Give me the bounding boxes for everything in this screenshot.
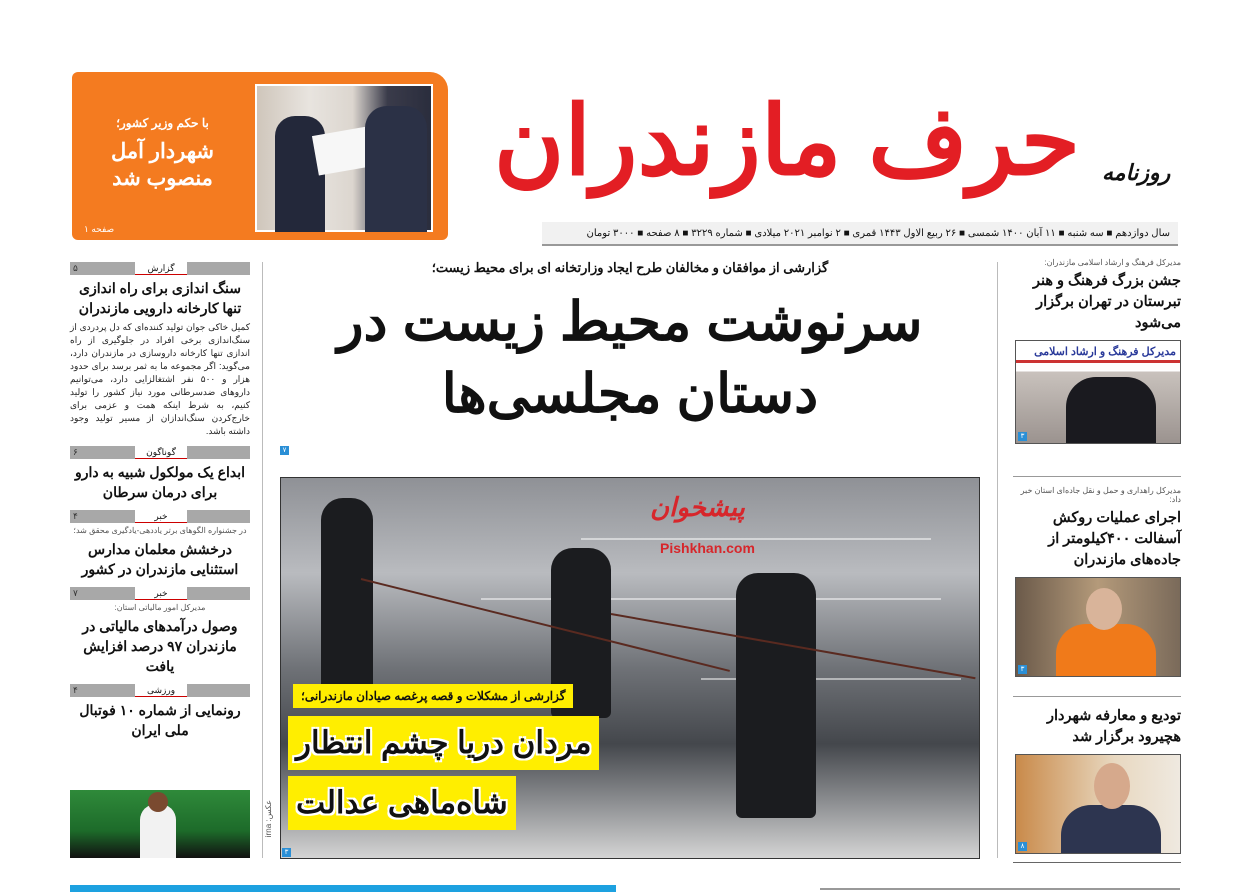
right-item[interactable]: [1013, 702, 1181, 854]
kicker: در جشنواره الگوهای برتر یاددهی-یادگیری محقق شد؛: [73, 526, 247, 535]
page-badge: ۳: [1018, 665, 1027, 674]
right-item[interactable]: [1013, 258, 1181, 444]
section-label: گزارش: [135, 262, 187, 275]
photo-banner: مدیرکل فرهنگ و ارشاد اسلامی: [1016, 341, 1180, 363]
headline[interactable]: رونمایی از شماره ۱۰ فوتبال ملی ایران: [79, 702, 241, 738]
promo-photo: [255, 84, 433, 232]
headline[interactable]: سنگ اندازی برای راه اندازی تنها کارخانه دارویی مازندران: [78, 280, 242, 316]
section-label: خبر: [135, 510, 187, 523]
lead-headline-line[interactable]: دستان مجلسی‌ها: [441, 364, 819, 424]
masthead-label: روزنامه: [1102, 160, 1171, 185]
page-badge: ۳: [282, 848, 291, 857]
promo-page: صفحه ۱: [84, 224, 115, 234]
page-badge: ۷: [280, 446, 289, 455]
lead-headline-line[interactable]: سرنوشت محیط زیست در: [337, 292, 923, 352]
page-number: ۴: [73, 511, 78, 521]
photo-kicker: گزارشی از مشکلات و قصه پرغصه صیادان مازندرانی؛: [293, 684, 573, 708]
section-label: ورزشی: [135, 684, 187, 697]
left-item[interactable]: [70, 510, 250, 579]
headline[interactable]: تودیع و معارفه شهردار هچیرود برگزار شد: [1046, 708, 1181, 745]
left-column: [70, 262, 250, 748]
headline[interactable]: جشن بزرگ فرهنگ و هنر تبرستان در تهران برگزار می‌شود: [1032, 273, 1181, 331]
section-label: خبر: [135, 587, 187, 600]
page-number: ۷: [73, 588, 78, 598]
bottom-bar: [70, 885, 616, 892]
page-number: ۵: [73, 263, 78, 273]
watermark-logo: پیشخوان: [650, 492, 745, 522]
headline[interactable]: ابداع یک مولکول شبیه به دارو برای درمان سرطان: [74, 464, 246, 500]
photo-credit: عکس: irna: [264, 800, 273, 838]
article-body: کمیل خاکی جوان تولید کننده‌ای که دل پردردی از سنگ‌اندازی برخی افراد در جلوگیری از راه اندازی تنها کارخانه داروسازی در مازندران دارد، می‌گوید: اگر مجموعه ما به ثمر برسد برای حدود هزار و ۵۰۰ نفر اشتغالزایی دارد، می‌توانیم داروهای ضدسرطانی مورد نیاز کشور را تولید کنیم، به شرط اینکه همت و عزمی برای خارج‌کردن سنگ‌اندازان از مسیر تولید وجود داشته باشد.: [70, 322, 250, 436]
left-item[interactable]: [70, 262, 250, 438]
kicker: مدیرکل راهداری و حمل و نقل جاده‌ای استان خبر داد:: [1020, 486, 1181, 504]
lead-headline[interactable]: [280, 286, 980, 430]
news-photo: [1015, 754, 1181, 854]
bottom-rule: [820, 888, 1180, 890]
column-divider: [997, 262, 998, 858]
promo-kicker: با حکم وزیر کشور؛: [116, 116, 209, 130]
page-number: ۴: [73, 685, 78, 695]
page-badge: ۸: [1018, 842, 1027, 851]
left-item[interactable]: [70, 684, 250, 740]
lead-kicker: گزارشی از موافقان و مخالفان طرح ایجاد وزارتخانه ای برای محیط زیست؛: [431, 260, 829, 275]
left-item[interactable]: [70, 587, 250, 676]
football-photo: [70, 790, 250, 858]
left-item[interactable]: [70, 446, 250, 502]
kicker: مدیرکل فرهنگ و ارشاد اسلامی مازندران:: [1044, 258, 1181, 267]
page-number: ۶: [73, 447, 78, 457]
news-photo: [1015, 577, 1181, 677]
headline[interactable]: درخشش معلمان مدارس استثنایی مازندران در کشور: [81, 541, 239, 577]
promo-headline[interactable]: شهردار آمل منصوب شد: [110, 140, 214, 190]
photo-headline[interactable]: مردان دریا چشم انتظار: [288, 716, 599, 770]
masthead-logo: حرف مازندران: [493, 88, 1081, 195]
column-divider: [262, 262, 263, 858]
page-badge: ۳: [1018, 432, 1027, 441]
date-bar: سال دوازدهم ■ سه شنبه ■ ۱۱ آبان ۱۴۰۰ شمسی ■ ۲۶ ربیع الاول ۱۴۴۳ قمری ■ ۲ نوامبر ۲۰۲۱ میلادی ■ شماره ۳۲۲۹ ■ ۸ صفحه ■ ۳۰۰۰ تومان: [542, 222, 1178, 246]
kicker: مدیرکل امور مالیاتی استان:: [114, 603, 206, 612]
photo-headline[interactable]: شاه‌ماهی عدالت: [288, 776, 516, 830]
news-photo: [1015, 340, 1181, 444]
headline[interactable]: اجرای عملیات روکش آسفالت ۴۰۰کیلومتر از جاده‌های مازندران: [1048, 510, 1181, 568]
watermark-url: Pishkhan.com: [660, 540, 755, 556]
right-item[interactable]: [1013, 486, 1181, 677]
section-label: گوناگون: [135, 446, 187, 459]
headline[interactable]: وصول درآمدهای مالیاتی در مازندران ۹۷ درصد افزایش یافت: [82, 618, 238, 674]
